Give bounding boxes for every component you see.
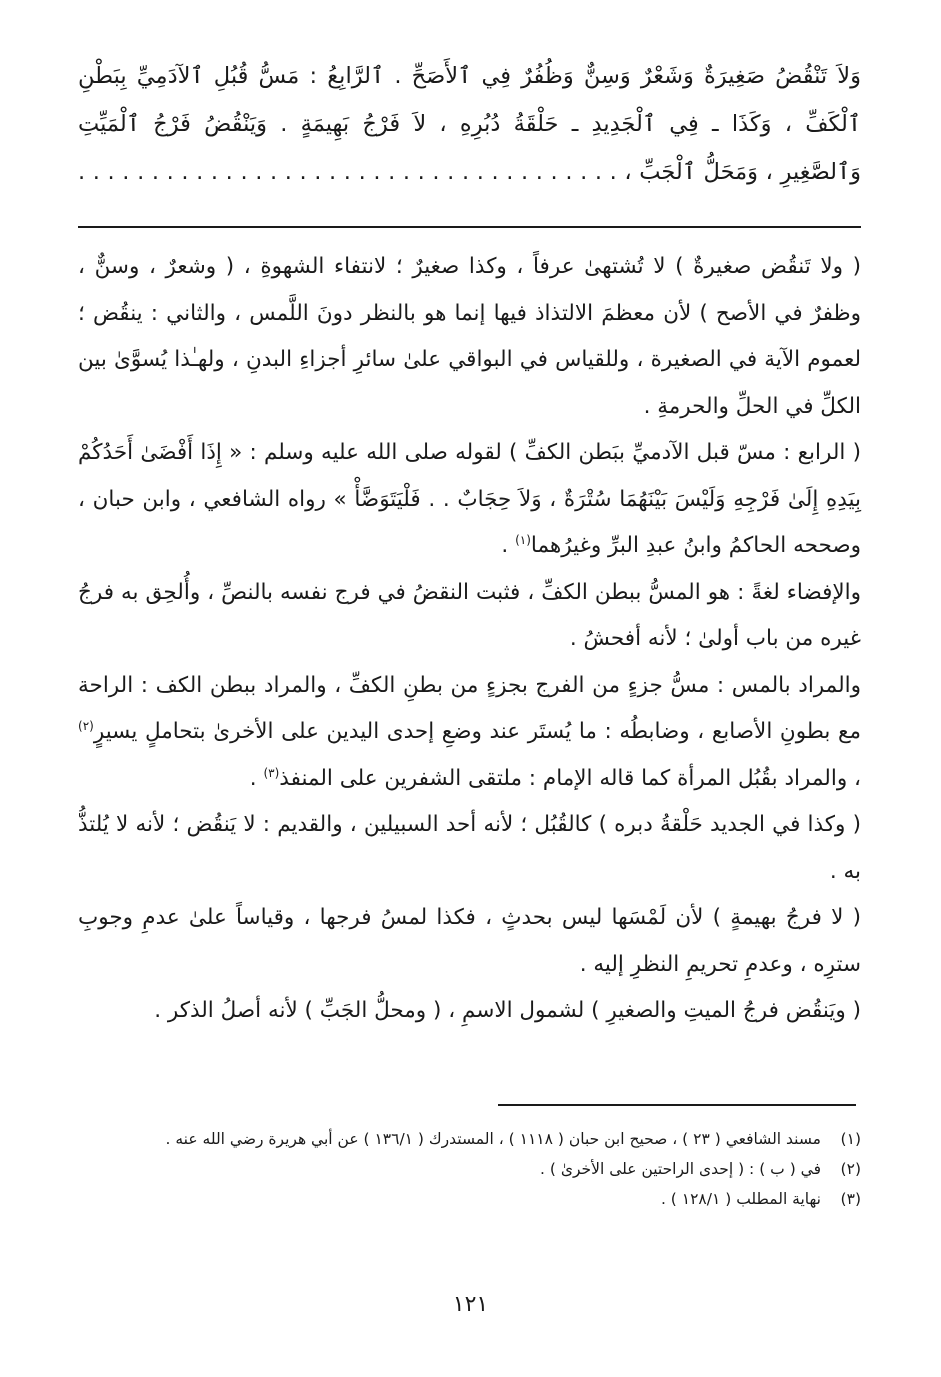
footnote-marker[interactable]: (٣) <box>263 765 280 780</box>
sharh-paragraph-end: . <box>501 533 516 558</box>
matn-separator-rule <box>78 226 861 228</box>
footnotes <box>80 1124 861 1214</box>
footnote-item <box>80 1154 861 1184</box>
sharh-paragraph: ( وكذا في الجديد حَلْقةُ دبره ) كالقُبُل ؛ لأنه أحد السبيلين ، والقديم : لا يَنقُض ؛ لأنه لا يُلتذُّ به . <box>78 812 861 884</box>
footnote-text: نهاية المطلب ( ١٢٨/١ ) . <box>660 1190 821 1208</box>
footnote-number: (٣) <box>840 1190 861 1208</box>
sharh-paragraph: والإفضاء لغةً : هو المسُّ ببطن الكفِّ ، فثبت النقضُ في فرج نفسه بالنصِّ ، وأُلحِق به فرجُ غيره من باب أولىٰ ؛ لأنه أفحشُ . <box>78 579 861 651</box>
footnote-marker[interactable]: (١) <box>515 532 531 547</box>
sharh-paragraph <box>78 663 861 803</box>
matn-line-1: وَلاَ تَنْقُضُ صَغِيرَةٌ وَشَعْرٌ وَسِنٌّ وَظُفُرٌ فِي ٱلأَصَحِّ . ٱلرَّابِعُ : مَسُّ قُبُلِ ٱلآدَمِيِّ بِبَطْنِ <box>78 63 861 89</box>
sharh-paragraph-text: والمراد بالمس : مسُّ جزءٍ من الفرج بجزءٍ من بطنِ الكفِّ ، والمراد ببطن الكف : الراحة مع بطونِ الأصابع ، وضابطُه : ما يُستَر عند وضعِ إحدى اليدين على الأخرىٰ بتحاملٍ يسيرٍ <box>78 672 861 744</box>
footnote-item <box>80 1184 861 1214</box>
footnote-text: مسند الشافعي ( ٢٣ ) ، صحيح ابن حبان ( ١١١٨ ) ، المستدرك ( ١٣٦/١ ) عن أبي هريرة رضي الله عنه . <box>165 1130 821 1148</box>
sharh-paragraph-end: . <box>249 765 264 791</box>
matn-line-3 <box>78 148 861 196</box>
footnote-number: (٢) <box>840 1160 861 1178</box>
sharh-paragraph: ( لا فرجُ بهيمةٍ ) لأن لَمْسَها ليس بحدثٍ ، فكذا لمسُ فرجها ، وقياساً علىٰ عدمِ وجوبِ سترِه ، وعدمِ تحريمِ النظرِ إليه . <box>78 905 861 977</box>
footnote-item <box>80 1124 861 1154</box>
sharh-paragraph <box>78 430 861 570</box>
footnote-marker[interactable]: (٢) <box>78 718 94 733</box>
sharh-paragraph: ( ويَنقُض فرجُ الميتِ والصغيرِ ) لشمول الاسمِ ، ( ومحلُّ الجَبِّ ) لأنه أصلُ الذكر . <box>154 998 861 1023</box>
page-number: ١٢١ <box>452 1292 489 1317</box>
matn-dots: . . . . . . . . . . . . . . . . . . . . . . . . . . . . . . . . . . . . . <box>78 159 617 185</box>
matn-line-2: ٱلْكَفِّ ، وَكَذَا ـ فِي ٱلْجَدِيدِ ـ حَلْقَةُ دُبُرِهِ ، لاَ فَرْجُ بَهِيمَةٍ . وَيَنْقُضُ فَرْجُ ٱلْمَيِّتِ <box>78 111 861 137</box>
sharh-paragraph: ( ولا تَنقُض صغيرةٌ ) لا تُشتهىٰ عرفاً ، وكذا صغيرٌ ؛ لانتفاء الشهوةِ ، ( وشعرٌ ، وسنٌّ ، وظفرٌ في الأصح ) لأن معظمَ الالتذاذ فيها إنما هو بالنظر دونَ اللَّمس ، والثاني : ينقُض ؛ لعموم الآية في الصغيرة ، وللقياس في البواقي علىٰ سائرِ أجزاءِ البدنِ ، ولهـٰذا يُسوَّىٰ بين الكلِّ في الحلِّ والحرمةِ . <box>78 254 861 419</box>
footnote-number: (١) <box>840 1130 861 1148</box>
footnote-separator-rule <box>498 1104 856 1106</box>
sharh-commentary <box>78 244 861 1035</box>
sharh-paragraph-continuation: ، والمراد بقُبُل المرأة كما قاله الإمام : ملتقى الشفرين على المنفذ <box>279 765 861 791</box>
matn-text <box>78 52 861 196</box>
sharh-paragraph-text: ( الرابع : مسّ قبل الآدميِّ ببَطن الكفِّ ) لقوله صلى الله عليه وسلم : « إِذَا أَفْضَىٰ أَحَدُكُمْ بِيَدِهِ إِلَىٰ فَرْجِهِ وَلَيْسَ بَيْنَهُمَا سُتْرَةٌ ، وَلاَ حِجَابٌ . . فَلْيَتَوَضَّأْ » رواه الشافعي ، وابن حبان ، وصححه الحاكمُ وابنُ عبدِ البرِّ وغيرُهما <box>78 440 861 558</box>
matn-line-3-text: وَٱلصَّغِيرِ ، وَمَحَلُّ ٱلْجَبِّ ، <box>624 159 862 185</box>
footnote-text: في ( ب ) : ( إحدى الراحتين على الأخرىٰ ) . <box>540 1160 821 1178</box>
